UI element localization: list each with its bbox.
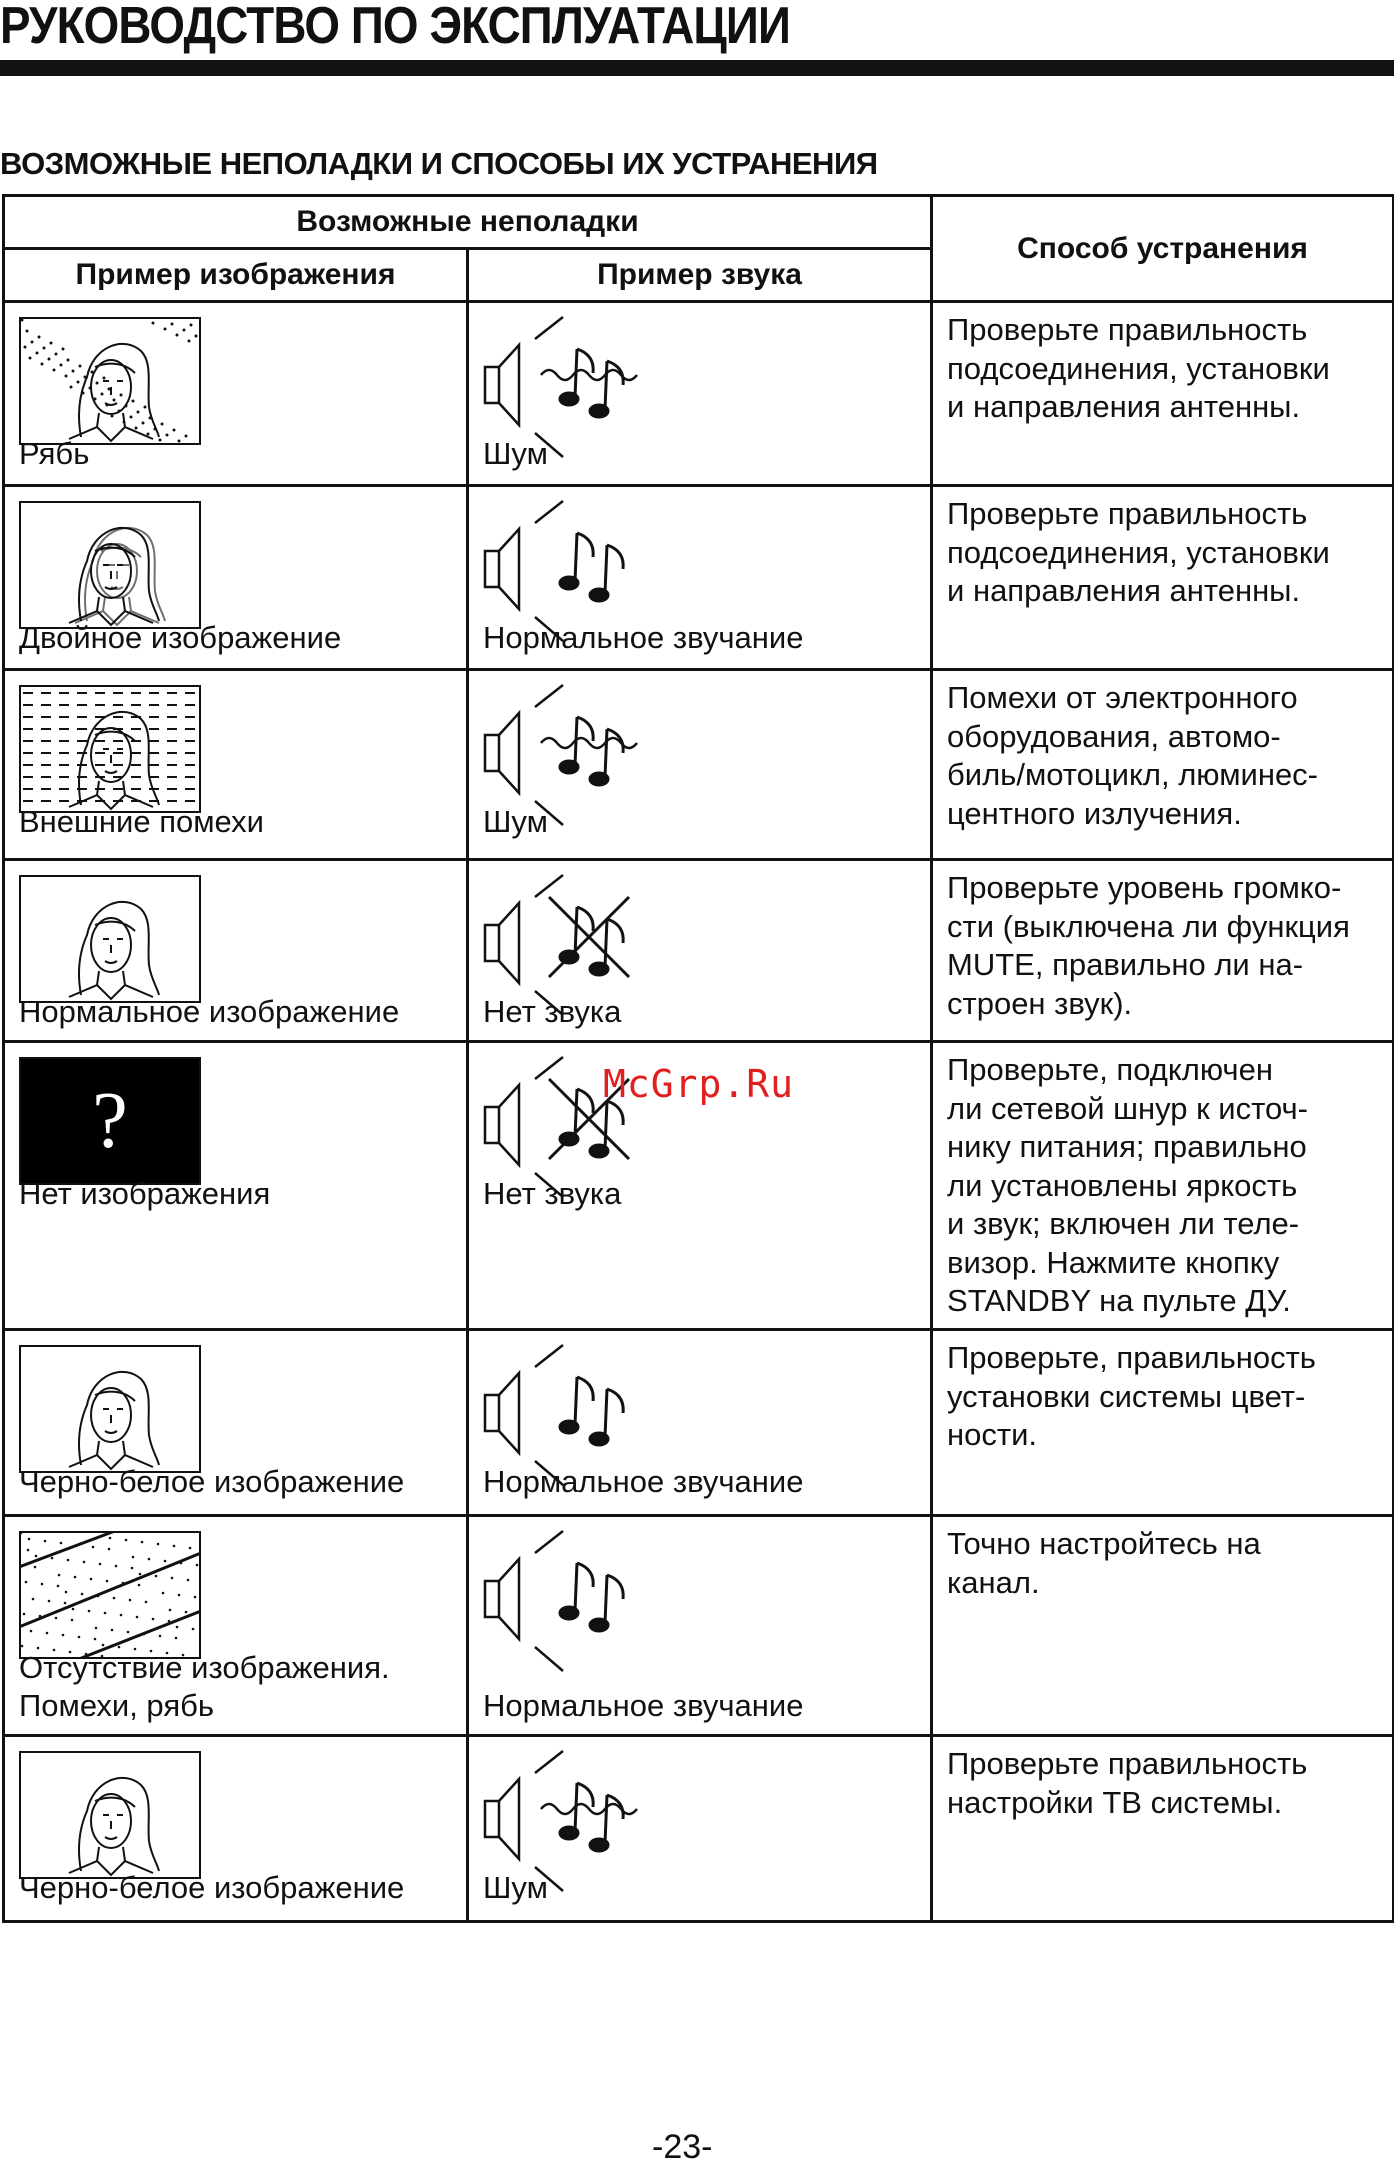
sound-caption: Шум (483, 436, 548, 471)
tv-picture-icon (19, 1531, 201, 1659)
remedy-cell: Проверьте правильность подсоединения, установки и направления антенны. (932, 302, 1394, 486)
image-example-cell (4, 1042, 468, 1330)
remedy-cell: Проверьте уровень громко- сти (выключена ли функция MUTE, правильно ли на- строен звук). (932, 860, 1394, 1042)
image-example-cell (4, 1516, 468, 1736)
table-row (4, 860, 1394, 1042)
image-caption: Черно-белое изображение (19, 1464, 405, 1499)
sound-caption: Шум (483, 804, 548, 839)
table-row (4, 486, 1394, 670)
speaker-sound-icon (483, 1529, 653, 1677)
troubleshooting-table (2, 194, 1394, 1923)
image-example-cell (4, 860, 468, 1042)
image-caption: Черно-белое изображение (19, 1870, 405, 1905)
tv-picture-icon (19, 1751, 201, 1879)
remedy-cell: Помехи от электронного оборудования, автомо- биль/мотоцикл, люминес- центного излучения. (932, 670, 1394, 860)
sound-example-cell (468, 670, 932, 860)
table-row (4, 302, 1394, 486)
image-example-cell (4, 1736, 468, 1922)
image-example-cell (4, 486, 468, 670)
remedy-cell: Проверьте правильность подсоединения, установки и направления антенны. (932, 486, 1394, 670)
sound-example-cell (468, 1736, 932, 1922)
sound-caption: Нет звука (483, 994, 622, 1029)
remedy-header: Способ устранения (932, 196, 1394, 302)
remedy-cell: Проверьте, подключен ли сетевой шнур к источ- нику питания; правильно ли установлены яркость и звук; включен ли теле- визор. Нажмите кнопку STANDBY на пульте ДУ. (932, 1042, 1394, 1330)
image-caption: Нормальное изображение (19, 994, 400, 1029)
image-caption: Внешние помехи (19, 804, 264, 839)
sound-caption: Нормальное звучание (483, 620, 804, 655)
title-rule (0, 60, 1394, 76)
table-body (4, 302, 1394, 1922)
sound-caption: Нет звука (483, 1176, 622, 1211)
sound-caption: Нормальное звучание (483, 1464, 804, 1499)
sound-example-cell (468, 486, 932, 670)
image-example-cell (4, 302, 468, 486)
watermark: McGrp.Ru (603, 1062, 795, 1106)
sound-example-cell (468, 860, 932, 1042)
page-number: -23- (652, 2128, 713, 2166)
page-title: РУКОВОДСТВО ПО ЭКСПЛУАТАЦИИ (0, 0, 790, 55)
image-caption: Рябь (19, 436, 90, 471)
image-example-cell (4, 1330, 468, 1516)
table-row (4, 1516, 1394, 1736)
tv-picture-icon (19, 317, 201, 445)
table-row (4, 670, 1394, 860)
table-row (4, 1330, 1394, 1516)
image-column-header: Пример изображения (4, 249, 468, 302)
svg-text:?: ? (92, 1077, 128, 1165)
sound-example-cell (468, 1516, 932, 1736)
image-caption: Нет изображения (19, 1176, 271, 1211)
tv-picture-icon (19, 1057, 201, 1185)
remedy-cell: Точно настройтесь на канал. (932, 1516, 1394, 1736)
image-caption: Двойное изображение (19, 620, 342, 655)
section-heading: ВОЗМОЖНЫЕ НЕПОЛАДКИ И СПОСОБЫ ИХ УСТРАНЕНИЯ (0, 146, 878, 181)
group-header: Возможные неполадки (4, 196, 932, 249)
tv-picture-icon (19, 1345, 201, 1473)
sound-caption: Шум (483, 1870, 548, 1905)
tv-picture-icon (19, 685, 201, 813)
remedy-cell: Проверьте, правильность установки системы цвет- ности. (932, 1330, 1394, 1516)
image-example-cell (4, 670, 468, 860)
sound-example-cell (468, 302, 932, 486)
sound-example-cell (468, 1330, 932, 1516)
sound-column-header: Пример звука (468, 249, 932, 302)
sound-caption: Нормальное звучание (483, 1688, 804, 1723)
tv-picture-icon (19, 501, 201, 629)
table-row (4, 1736, 1394, 1922)
tv-picture-icon (19, 875, 201, 1003)
remedy-cell: Проверьте правильность настройки ТВ системы. (932, 1736, 1394, 1922)
image-caption: Отсутствие изображения. Помехи, рябь (19, 1650, 390, 1723)
